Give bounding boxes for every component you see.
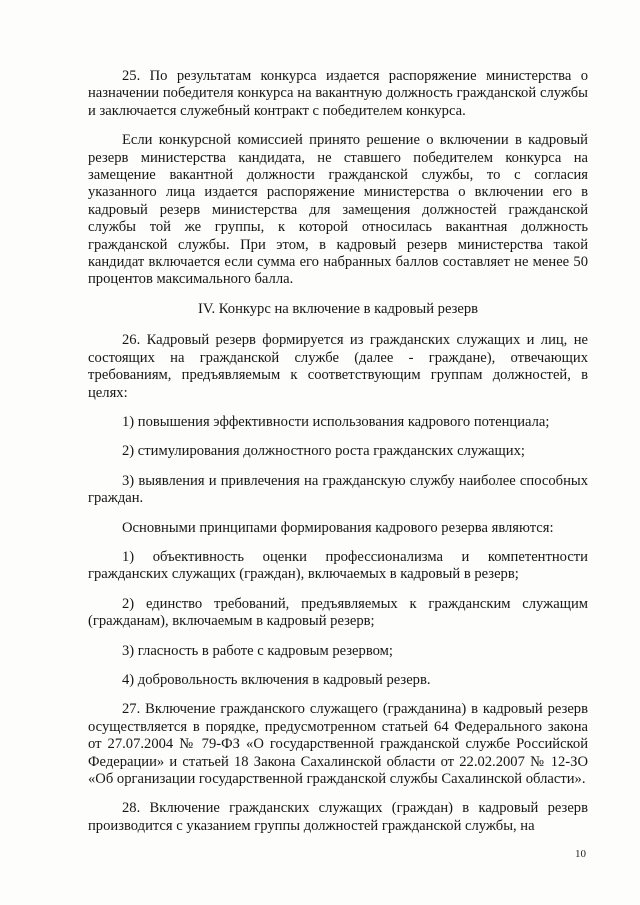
- section-heading: IV. Конкурс на включение в кадровый резерв: [197, 300, 479, 317]
- document-body: [88, 68, 588, 847]
- paragraph-26: 26. Кадровый резерв формируется из гражданских служащих и лиц, не состоящих на гражданской службе (далее - граждане), отвечающих требованиям, предъявляемым к соответствующим группам должностей, в целях:: [88, 332, 588, 401]
- paragraph-25: 25. По результатам конкурса издается распоряжение министерства о назначении победителя конкурса на вакантную должность гражданской службы и заключается служебный контракт с победителем конкурса.: [88, 68, 588, 119]
- page-number: 10: [575, 848, 586, 860]
- principle-item-3: 3) гласность в работе с кадровым резервом;: [122, 642, 393, 659]
- goal-item-1: 1) повышения эффективности использования кадрового потенциала;: [122, 413, 550, 430]
- principle-item-2: 2) единство требований, предъявляемых к гражданским служащим (гражданам), включаемым в кадровый резерв;: [88, 595, 588, 630]
- paragraph-27: 27. Включение гражданского служащего (гражданина) в кадровый резерв осуществляется в порядке, предусмотренном статьей 64 Федерального закона от 27.07.2004 № 79-ФЗ «О государственной гражданской службе Российской Федерации» и статьей 18 Закона Сахалинской области от 22.02.2007 № 12-ЗО «Об организации государственной гражданской службы Сахалинской области».: [88, 701, 588, 787]
- principles-intro: Основными принципами формирования кадрового резерва являются:: [122, 519, 554, 536]
- principle-item-4: 4) добровольность включения в кадровый резерв.: [122, 671, 431, 688]
- paragraph-reserve-inclusion: Если конкурсной комиссией принято решение о включении в кадровый резерв министерства кандидата, не ставшего победителем конкурса на замещение вакантной должности гражданской службы, то с согласия указанного лица издается распоряжение министерства о включении его в кадровый резерв министерства для замещения должностей гражданской службы той же группы, к которой относилась вакантная должность гражданской службы. При этом, в кадровый резерв министерства такой кандидат включается если сумма его набранных баллов составляет не менее 50 процентов максимального балла.: [88, 132, 588, 288]
- paragraph-28: 28. Включение гражданских служащих (граждан) в кадровый резерв производится с указанием группы должностей гражданской службы, на: [88, 800, 588, 834]
- principle-item-1: 1) объективность оценки профессионализма и компетентности гражданских служащих (граждан), включаемых в кадровый в резерв;: [88, 548, 588, 583]
- goal-item-2: 2) стимулирования должностного роста гражданских служащих;: [122, 443, 525, 460]
- goal-item-3: 3) выявления и привлечения на гражданскую службу наиболее способных граждан.: [88, 472, 588, 507]
